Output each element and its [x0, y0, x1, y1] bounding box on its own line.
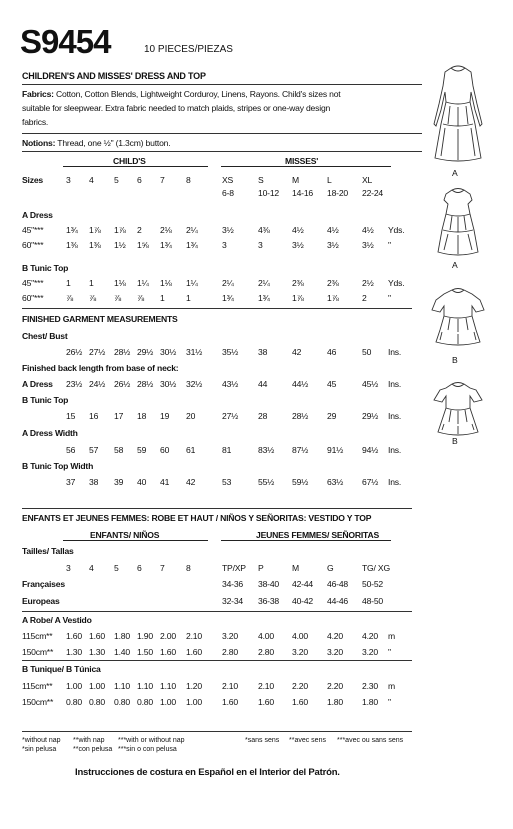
francaises-size: 50-52	[362, 579, 383, 589]
misses-size: S	[258, 175, 264, 185]
es-child-size: 6	[137, 563, 142, 573]
b-tunic-width-label: B Tunic Top Width	[22, 461, 94, 471]
a-dress-row-value: 2⅛	[160, 225, 172, 235]
a-dress-width-row-value: 58	[114, 445, 124, 455]
b-tunique-row-value: 1.00	[186, 697, 202, 707]
a-dress-width-row-value: 94½	[362, 445, 379, 455]
b-tunic-row-value: 2½	[362, 278, 374, 288]
finished-title: FINISHED GARMENT MEASUREMENTS	[22, 314, 178, 324]
b-tunique-row-value: 1.00	[160, 697, 176, 707]
b-tunique-row-label: 150cm**	[22, 697, 54, 707]
a-dress-row-value: 1½	[114, 240, 126, 250]
b-tunic-title: B Tunic Top	[22, 263, 69, 273]
europeas-size: 32-34	[222, 596, 243, 606]
a-dress-row-value: 4½	[327, 225, 339, 235]
fabrics-line-2: suitable for sleepwear. Extra fabric needed to match plaids, stripes or one-way design	[22, 103, 331, 113]
b-tunic-length-row-value: 28	[258, 411, 268, 421]
a-dress-row-label: 45"***	[22, 225, 44, 235]
footnote-with-or-without: ***with or without nap	[118, 737, 185, 744]
a-dress-length-row-value: 43½	[222, 379, 239, 389]
b-tunic-length-row-value: 16	[89, 411, 99, 421]
b-tunic-width-row-value: 63½	[327, 477, 344, 487]
misses-size-number: 6-8	[222, 188, 234, 198]
a-dress-row-value: 1¾	[66, 225, 78, 235]
a-robe-row-value: 1.60	[160, 647, 176, 657]
dress-long-sleeve-icon	[425, 62, 491, 168]
a-dress-width-row-value: 87½	[292, 445, 309, 455]
chest-label: Chest/ Bust	[22, 331, 68, 341]
a-dress-row-value: 3	[222, 240, 227, 250]
a-dress-row-value: 1⅞	[89, 225, 101, 235]
es-child-size: 4	[89, 563, 94, 573]
chest-row-value: 28½	[114, 347, 131, 357]
a-dress-row-value: 3½	[222, 225, 234, 235]
chest-row-value: 29½	[137, 347, 154, 357]
b-tunic-length-row-value: 17	[114, 411, 124, 421]
a-dress-title: A Dress	[22, 210, 53, 220]
a-dress-row-value: 1⅞	[114, 225, 126, 235]
figure-label-a2: A	[452, 260, 458, 270]
b-tunic-row-value: 1⅛	[160, 278, 172, 288]
b-tunique-row-value: 1.10	[114, 681, 130, 691]
a-robe-row-unit: m	[388, 631, 395, 641]
b-tunique-row-value: 2.20	[327, 681, 343, 691]
es-child-size: 3	[66, 563, 71, 573]
footnote-sin-o-con: ***sin o con pelusa	[118, 746, 177, 753]
b-tunique-row-value: 1.20	[186, 681, 202, 691]
francaises-size: 38-40	[258, 579, 279, 589]
footnote-sans-sens: *sans sens	[245, 737, 280, 744]
footnote-sin-pelusa: *sin pelusa	[22, 746, 57, 753]
es-misses-size: TP/XP	[222, 563, 246, 573]
b-tunic-width-row-value: 53	[222, 477, 232, 487]
a-robe-row-value: 1.40	[114, 647, 130, 657]
a-robe-row-value: 3.20	[362, 647, 378, 657]
a-robe-row-value: 2.10	[186, 631, 202, 641]
b-tunic-row-value: 1	[89, 278, 94, 288]
a-dress-row-value: 2¼	[186, 225, 198, 235]
footnote-avec-ou-sans: ***avec ou sans sens	[337, 737, 404, 744]
a-dress-row-value: 1¾	[160, 240, 172, 250]
misses-size: XL	[362, 175, 373, 185]
a-robe-row-value: 1.90	[137, 631, 153, 641]
tailles-label: Tailles/ Tallas	[22, 546, 74, 556]
misses-size-number: 10-12	[258, 188, 279, 198]
misses-size: L	[327, 175, 332, 185]
a-robe-row-value: 2.80	[258, 647, 274, 657]
b-tunique-row-value: 1.10	[137, 681, 153, 691]
b-tunic-row-value: 1⅞	[292, 293, 304, 303]
a-dress-length-row-unit: Ins.	[388, 379, 402, 389]
b-tunic-length-row-value: 29½	[362, 411, 379, 421]
b-tunique-row-unit: m	[388, 681, 395, 691]
b-tunic-length-row-value: 27½	[222, 411, 239, 421]
chest-row-value: 30½	[160, 347, 177, 357]
a-robe-title: A Robe/ A Vestido	[22, 615, 92, 625]
b-tunic-row-unit: Yds.	[388, 278, 405, 288]
sizes-label: Sizes	[22, 175, 43, 185]
fabrics-line-1: Fabrics: Cotton, Cotton Blends, Lightweight Corduroy, Linens, Rayons. Child's sizes not	[22, 89, 341, 99]
a-dress-length-row-value: 44½	[292, 379, 309, 389]
europeas-size: 44-46	[327, 596, 348, 606]
spanish-instructions-note: Instrucciones de costura en Español en el Interior del Patrón.	[75, 767, 340, 778]
a-dress-width-row-value: 91½	[327, 445, 344, 455]
a-robe-row-value: 3.20	[292, 647, 308, 657]
b-tunic-width-row-value: 67½	[362, 477, 379, 487]
a-robe-row-value: 4.20	[362, 631, 378, 641]
es-misses-size: TG/ XG	[362, 563, 390, 573]
b-tunique-row-value: 1.00	[89, 681, 105, 691]
europeas-label: Europeas	[22, 596, 60, 606]
chest-row-value: 27½	[89, 347, 106, 357]
b-tunic-width-row-value: 41	[160, 477, 170, 487]
a-robe-row-value: 1.60	[66, 631, 82, 641]
chest-row-value: 50	[362, 347, 372, 357]
a-dress-length-row-value: 32½	[186, 379, 203, 389]
francaises-size: 42-44	[292, 579, 313, 589]
a-dress-width-row-value: 60	[160, 445, 170, 455]
b-tunic-row-value: 1⅛	[114, 278, 126, 288]
a-robe-row-value: 1.60	[89, 631, 105, 641]
a-dress-row-label: 60"***	[22, 240, 44, 250]
a-dress-row-value: 4½	[362, 225, 374, 235]
b-tunique-row-value: 0.80	[137, 697, 153, 707]
b-tunic-row-value: 2⅜	[327, 278, 339, 288]
a-dress-length-row-value: 28½	[137, 379, 154, 389]
a-dress-length-row-value: 23½	[66, 379, 83, 389]
b-tunic-row-value: 1	[160, 293, 165, 303]
b-tunic-length-row-value: 18	[137, 411, 147, 421]
child-size: 6	[137, 175, 142, 185]
a-dress-width-row-value: 57	[89, 445, 99, 455]
b-tunic-width-row-value: 40	[137, 477, 147, 487]
footnote-with-nap: **with nap	[73, 737, 105, 744]
child-size: 8	[186, 175, 191, 185]
footnote-avec-sens: **avec sens	[289, 737, 326, 744]
b-tunique-row-unit: "	[388, 697, 391, 707]
a-dress-length-row-value: 44	[258, 379, 268, 389]
a-robe-row-value: 2.80	[222, 647, 238, 657]
b-tunic-width-row-value: 55½	[258, 477, 275, 487]
b-tunique-row-value: 1.80	[362, 697, 378, 707]
a-dress-width-row-value: 81	[222, 445, 232, 455]
a-dress-row-value: 4⅜	[258, 225, 270, 235]
misses-size-number: 22-24	[362, 188, 383, 198]
figure-label-b2: B	[452, 436, 458, 446]
b-tunic-width-row-value: 37	[66, 477, 76, 487]
a-robe-row-value: 1.30	[66, 647, 82, 657]
a-dress-length-row-label: A Dress	[22, 379, 53, 389]
enfants-header: ENFANTS/ NIÑOS	[90, 530, 160, 540]
b-tunique-row-value: 2.20	[292, 681, 308, 691]
b-tunic-row-unit: "	[388, 293, 391, 303]
a-dress-row-value: 3½	[292, 240, 304, 250]
chest-row-unit: Ins.	[388, 347, 402, 357]
a-dress-row-value: 4½	[292, 225, 304, 235]
chest-row-value: 35½	[222, 347, 239, 357]
b-tunic-row-value: 2	[362, 293, 367, 303]
pattern-number: S9454	[20, 23, 111, 60]
b-tunique-row-value: 0.80	[66, 697, 82, 707]
b-tunique-row-value: 1.00	[66, 681, 82, 691]
b-tunic-width-row-value: 39	[114, 477, 124, 487]
a-dress-length-row-value: 30½	[160, 379, 177, 389]
b-tunique-row-value: 2.10	[258, 681, 274, 691]
misses-size: M	[292, 175, 299, 185]
a-robe-row-value: 1.60	[186, 647, 202, 657]
a-robe-row-value: 4.00	[292, 631, 308, 641]
figure-label-b1: B	[452, 355, 458, 365]
a-dress-row-value: 3½	[327, 240, 339, 250]
child-size: 4	[89, 175, 94, 185]
francaises-size: 46-48	[327, 579, 348, 589]
b-tunic-row-value: 1¾	[222, 293, 234, 303]
b-tunic-row-value: 1	[66, 278, 71, 288]
child-size: 7	[160, 175, 165, 185]
tunic-ruffle-sleeve-icon	[428, 286, 488, 348]
b-tunique-row-value: 1.10	[160, 681, 176, 691]
b-tunique-title: B Tunique/ B Túnica	[22, 664, 101, 674]
fabrics-line-3: fabrics.	[22, 117, 49, 127]
francaises-size: 34-36	[222, 579, 243, 589]
b-tunic-width-row-value: 42	[186, 477, 196, 487]
es-child-size: 5	[114, 563, 119, 573]
a-robe-row-label: 115cm**	[22, 631, 53, 641]
a-robe-row-value: 4.20	[327, 631, 343, 641]
b-tunic-row-value: ⅞	[114, 293, 121, 303]
b-tunic-row-value: 1¼	[137, 278, 149, 288]
b-tunic-row-value: 1¼	[186, 278, 198, 288]
tunic-flutter-sleeve-icon	[430, 380, 486, 438]
footnote-con-pelusa: **con pelusa	[73, 746, 113, 753]
b-tunic-length-row-unit: Ins.	[388, 411, 402, 421]
chest-row-value: 46	[327, 347, 337, 357]
notions-line: Notions: Thread, one ½" (1.3cm) button.	[22, 138, 171, 148]
b-tunic-row-label: 45"***	[22, 278, 44, 288]
europeas-size: 48-50	[362, 596, 383, 606]
b-tunic-length-row-value: 15	[66, 411, 76, 421]
b-tunique-row-value: 0.80	[89, 697, 105, 707]
a-dress-width-row-value: 56	[66, 445, 76, 455]
es-misses-size: P	[258, 563, 264, 573]
a-dress-row-value: 1⅜	[66, 240, 78, 250]
footnote-without-nap: *without nap	[22, 737, 61, 744]
figure-label-a1: A	[452, 168, 458, 178]
b-tunique-row-value: 2.30	[362, 681, 378, 691]
a-dress-width-row-value: 59	[137, 445, 147, 455]
b-tunique-row-value: 1.60	[222, 697, 238, 707]
chest-row-value: 31½	[186, 347, 203, 357]
b-tunic-length-row-value: 19	[160, 411, 170, 421]
b-tunic-row-value: 1¾	[258, 293, 270, 303]
a-robe-row-value: 1.50	[137, 647, 153, 657]
a-dress-row-value: 1¾	[186, 240, 198, 250]
a-dress-width-row-value: 83½	[258, 445, 275, 455]
a-robe-row-value: 2.00	[160, 631, 176, 641]
jeunes-header: JEUNES FEMMES/ SEÑORITAS	[256, 530, 380, 540]
a-dress-row-value: 3	[258, 240, 263, 250]
europeas-size: 40-42	[292, 596, 313, 606]
b-tunique-row-value: 1.60	[258, 697, 274, 707]
a-robe-row-value: 1.30	[89, 647, 105, 657]
b-tunique-row-label: 115cm**	[22, 681, 53, 691]
a-dress-width-label: A Dress Width	[22, 428, 78, 438]
a-robe-row-value: 1.80	[114, 631, 130, 641]
back-length-label: Finished back length from base of neck:	[22, 363, 179, 373]
b-tunic-width-row-value: 38	[89, 477, 99, 487]
dress-sleeveless-icon	[430, 186, 486, 258]
b-tunic-length-row-value: 20	[186, 411, 196, 421]
b-tunic-row-value: ⅞	[89, 293, 96, 303]
a-robe-row-value: 3.20	[327, 647, 343, 657]
b-tunic-row-value: 1	[186, 293, 191, 303]
a-dress-row-value: 1⅝	[137, 240, 149, 250]
child-size: 3	[66, 175, 71, 185]
misses-size-number: 14-16	[292, 188, 313, 198]
a-dress-row-value: 1⅜	[89, 240, 101, 250]
chest-row-value: 38	[258, 347, 268, 357]
es-misses-size: G	[327, 563, 334, 573]
a-dress-width-row-value: 61	[186, 445, 196, 455]
b-tunic-row-value: 2¼	[258, 278, 270, 288]
a-dress-length-row-value: 26½	[114, 379, 131, 389]
b-tunic-row-value: 2⅜	[292, 278, 304, 288]
chest-row-value: 26½	[66, 347, 83, 357]
b-tunic-row-value: 1⅞	[327, 293, 339, 303]
b-tunic-row-value: 2¼	[222, 278, 234, 288]
a-dress-width-row-unit: Ins.	[388, 445, 402, 455]
b-tunic-length-row-value: 29	[327, 411, 337, 421]
b-tunic-row-label: 60"***	[22, 293, 44, 303]
es-title: ENFANTS ET JEUNES FEMMES: ROBE ET HAUT / NIÑOS Y SEÑORITAS: VESTIDO Y TOP	[22, 513, 372, 523]
b-tunic-width-row-unit: Ins.	[388, 477, 402, 487]
b-tunique-row-value: 1.60	[292, 697, 308, 707]
b-tunic-row-value: ⅞	[137, 293, 144, 303]
b-tunique-row-value: 1.80	[327, 697, 343, 707]
misses-size-number: 18-20	[327, 188, 348, 198]
pieces-count: 10 PIECES/PIEZAS	[144, 44, 233, 55]
es-misses-size: M	[292, 563, 299, 573]
pattern-title: CHILDREN'S AND MISSES' DRESS AND TOP	[22, 71, 206, 81]
b-tunic-length-row-value: 28½	[292, 411, 309, 421]
a-dress-length-row-value: 45	[327, 379, 337, 389]
b-tunic-row-value: ⅞	[66, 293, 73, 303]
europeas-size: 36-38	[258, 596, 279, 606]
francaises-label: Françaises	[22, 579, 65, 589]
b-tunique-row-value: 2.10	[222, 681, 238, 691]
a-dress-row-unit: Yds.	[388, 225, 405, 235]
chest-row-value: 42	[292, 347, 302, 357]
es-child-size: 7	[160, 563, 165, 573]
a-dress-row-value: 2	[137, 225, 142, 235]
a-dress-length-row-value: 24½	[89, 379, 106, 389]
b-tunic-length-label: B Tunic Top	[22, 395, 69, 405]
misses-header: MISSES'	[285, 156, 319, 166]
b-tunique-row-value: 0.80	[114, 697, 130, 707]
es-child-size: 8	[186, 563, 191, 573]
b-tunic-width-row-value: 59½	[292, 477, 309, 487]
a-robe-row-label: 150cm**	[22, 647, 54, 657]
child-size: 5	[114, 175, 119, 185]
a-robe-row-value: 3.20	[222, 631, 238, 641]
a-robe-row-unit: "	[388, 647, 391, 657]
a-dress-length-row-value: 45½	[362, 379, 379, 389]
childs-header: CHILD'S	[113, 156, 146, 166]
a-dress-row-value: 3½	[362, 240, 374, 250]
a-dress-row-unit: "	[388, 240, 391, 250]
misses-size: XS	[222, 175, 234, 185]
a-robe-row-value: 4.00	[258, 631, 274, 641]
